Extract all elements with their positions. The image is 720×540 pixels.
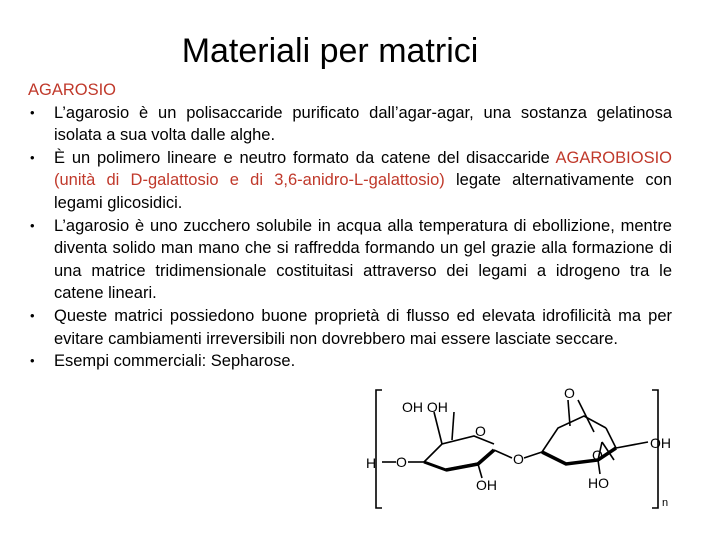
- label-subscript-n: n: [662, 497, 669, 509]
- bullet-text: L’agarosio è un polisaccaride purificato dall’agar-agar, una sostanza gelatinosa isolata a sua volta dalle alghe.: [54, 103, 672, 145]
- bullet-dot-icon: •: [30, 104, 35, 120]
- bullet-dot-icon: •: [30, 307, 35, 323]
- bullet-text: legate alternativamente con legami glicosidici.: [54, 171, 672, 212]
- list-item: [28, 305, 672, 350]
- label-oh-oh: OH OH: [402, 399, 448, 415]
- label-h-left: H: [366, 455, 377, 471]
- bullet-highlight-text: AGAROBIOSIO (unità di D-galattosio e di 3,6-anidro-L-galattosio): [54, 148, 672, 190]
- label-o-bridge: O: [592, 447, 603, 463]
- slide-content: [28, 79, 672, 373]
- bullet-text: È un polimero lineare e neutro formato da catene del disaccaride: [54, 148, 556, 167]
- list-item: [28, 147, 672, 215]
- section-heading: AGAROSIO: [28, 81, 117, 99]
- bullet-dot-icon: •: [30, 353, 35, 369]
- list-item: [28, 102, 672, 147]
- list-item: [28, 350, 672, 373]
- left-bracket: [376, 390, 382, 508]
- agarobiose-structure-svg: [362, 378, 682, 518]
- bullet-list: [28, 102, 672, 373]
- bullet-text: Esempi commerciali: Sepharose.: [54, 352, 296, 371]
- label-ho-bottom: HO: [588, 475, 609, 491]
- label-o-left: O: [396, 454, 407, 470]
- label-o-ring1: O: [475, 423, 486, 439]
- bullet-dot-icon: •: [30, 217, 35, 233]
- label-oh-bottom: OH: [476, 477, 497, 493]
- label-oh-right: OH: [650, 435, 671, 451]
- label-o-link: O: [513, 451, 524, 467]
- agarobiose-structure-diagram: [362, 378, 682, 518]
- list-item: [28, 215, 672, 305]
- bullet-text: L’agarosio è uno zucchero solubile in acqua alla temperatura di ebollizione, mentre diventa solido man mano che si raffredda formando un gel grazie alla formazione di una matrice tridimensionale costituitasi attraverso dei legami a idrogeno tra le catene lineari.: [54, 216, 672, 303]
- slide-title: Materiali per matrici: [181, 31, 479, 70]
- label-o-carbonyl: O: [564, 385, 575, 401]
- bullet-dot-icon: •: [30, 149, 35, 165]
- bullet-text: Queste matrici possiedono buone proprietà di flusso ed elevata idrofilicità ma per evitare cambiamenti irreversibili non dovrebbero mai essere lasciate seccare.: [54, 306, 672, 348]
